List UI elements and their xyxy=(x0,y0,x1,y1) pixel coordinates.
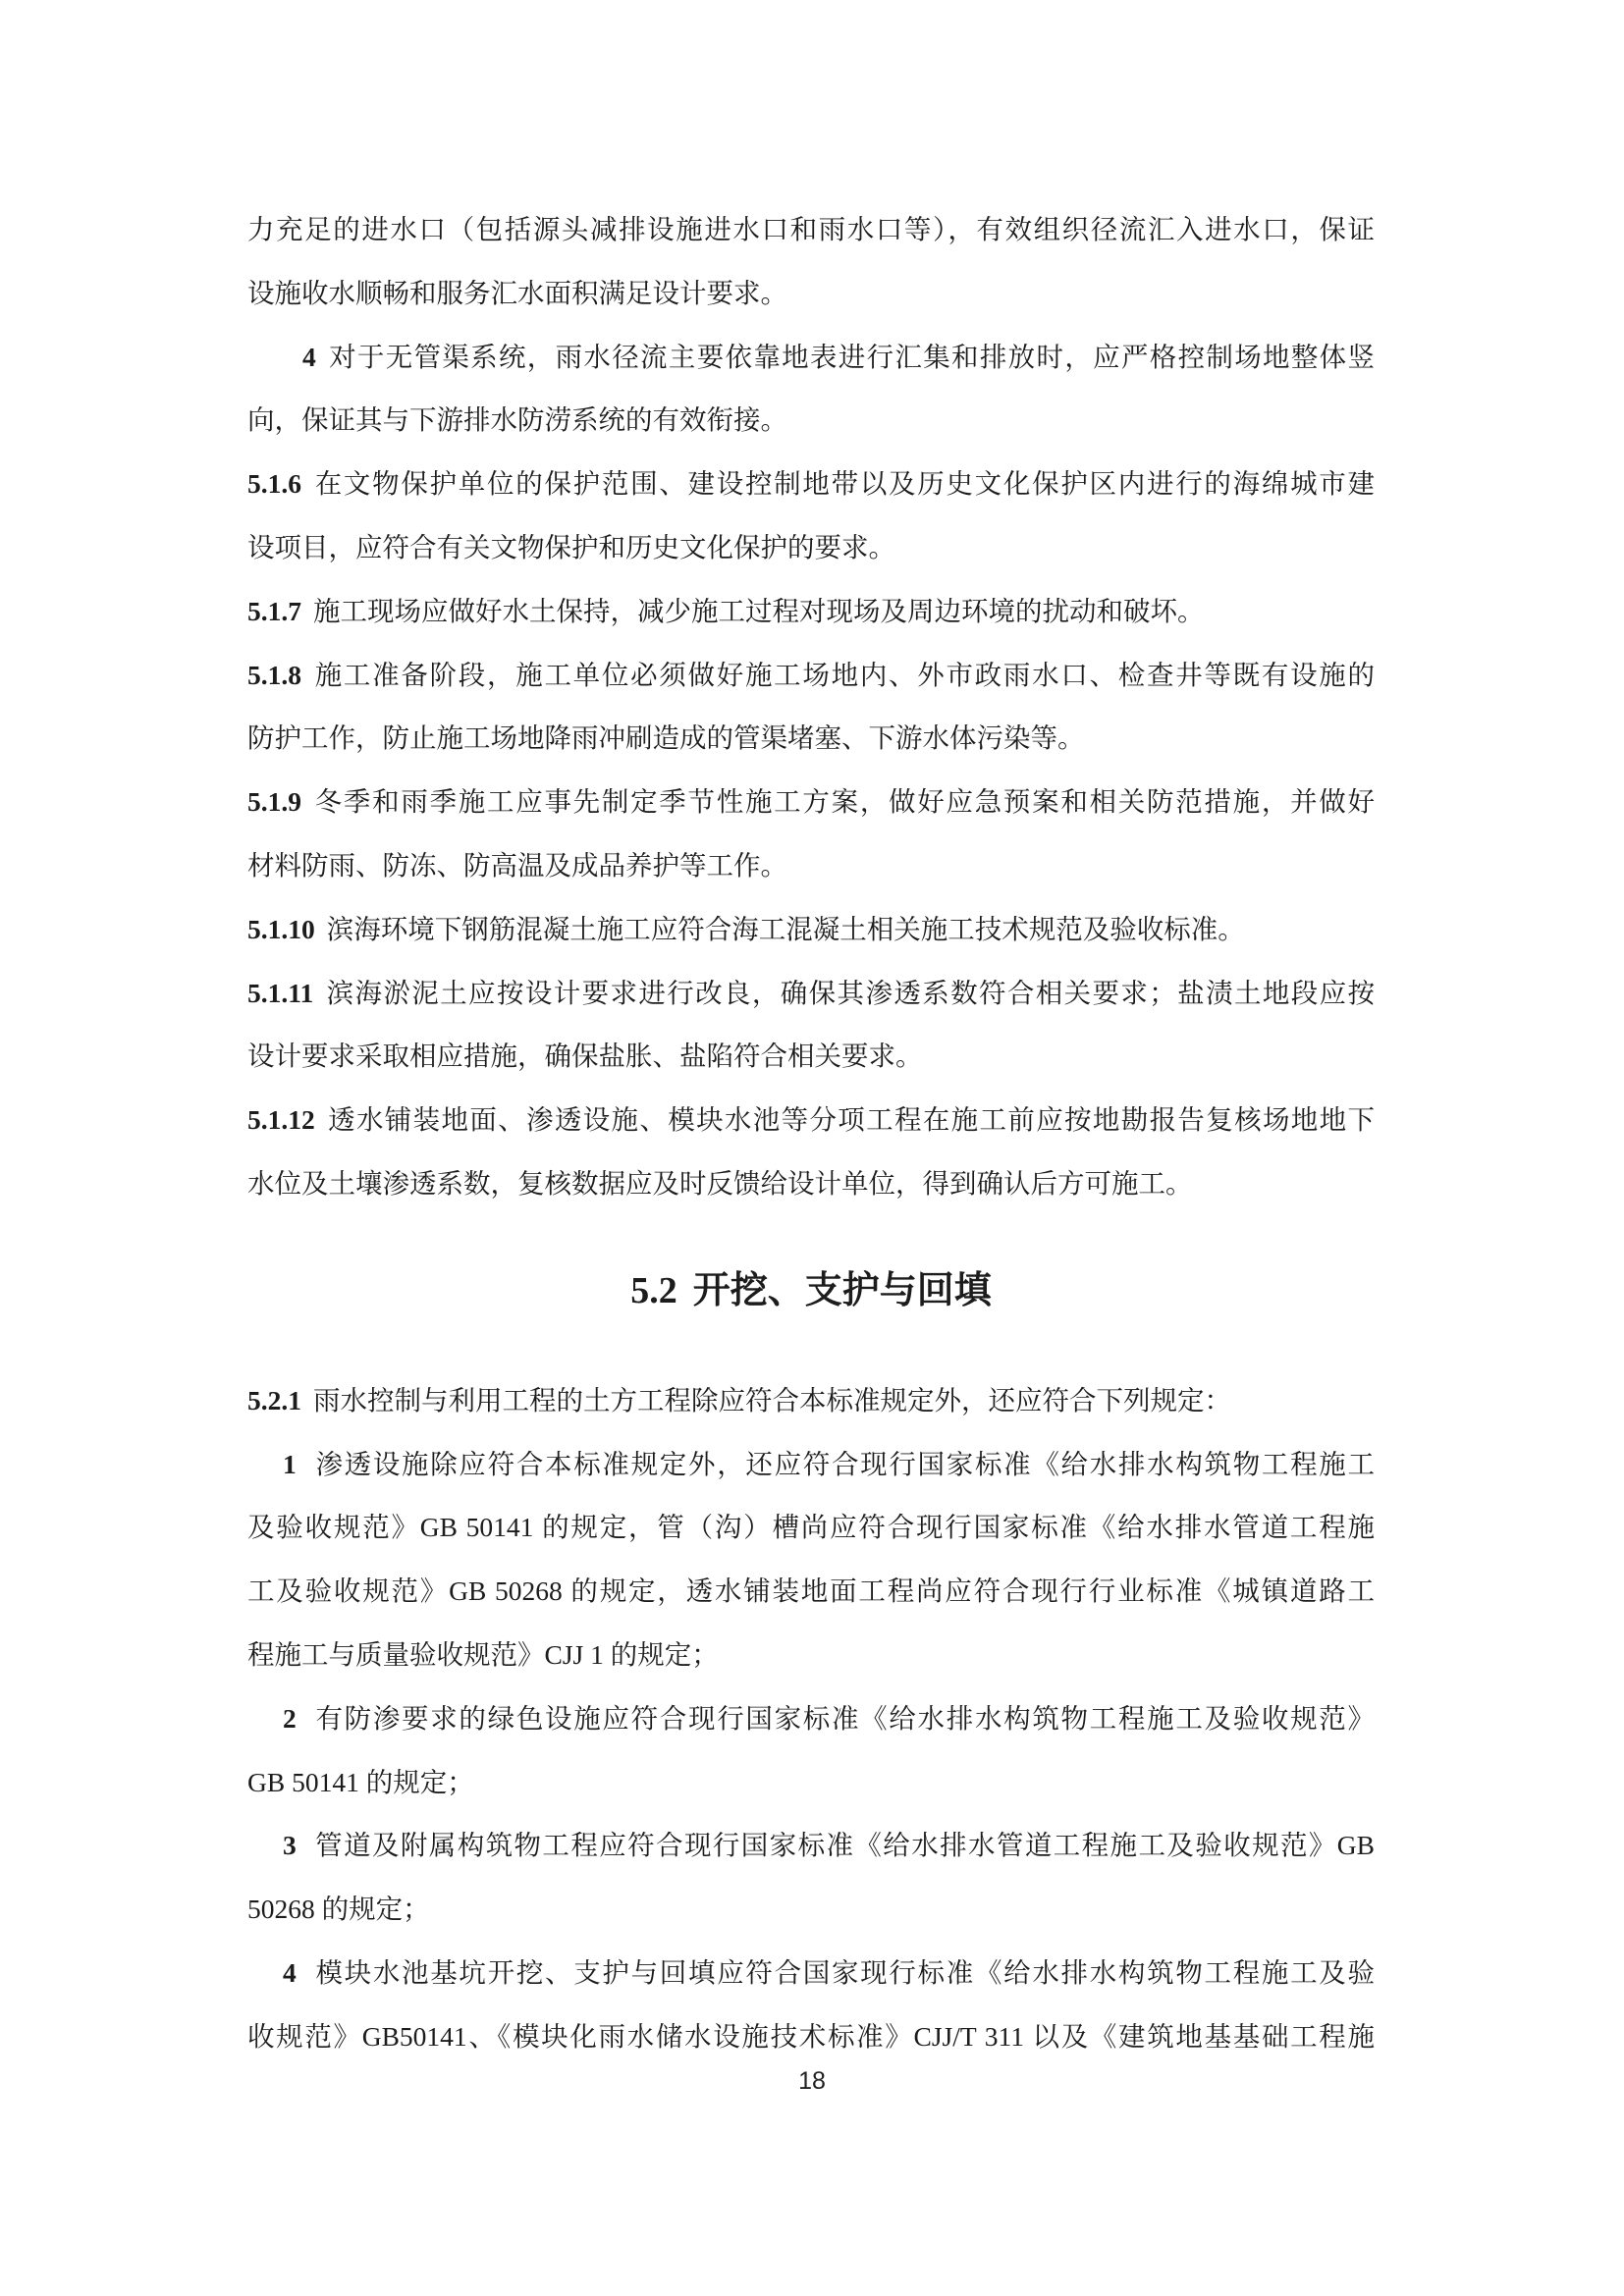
line-text: 滨海环境下钢筋混凝土施工应符合海工混凝土相关施工技术规范及验收标准。 xyxy=(326,913,1245,944)
text-line xyxy=(247,962,1375,1026)
line-text: 收规范》GB50141、《模块化雨水储水设施技术标准》CJJ/T 311 以及《建筑地基基础工程施 xyxy=(247,2020,1375,2052)
text-line xyxy=(247,198,1375,262)
line-text: 设项目，应符合有关文物保护和历史文化保护的要求。 xyxy=(247,531,895,562)
section-heading-number: 5.2 xyxy=(630,1269,677,1311)
clause-number: 5.1.9 xyxy=(247,786,301,818)
line-text: 向，保证其与下游排水防涝系统的有效衔接。 xyxy=(247,404,787,436)
text-line xyxy=(247,1369,1375,1433)
line-text: 材料防雨、防冻、防高温及成品养护等工作。 xyxy=(247,849,787,881)
text-line xyxy=(247,1751,1375,1815)
line-text: 透水铺装地面、渗透设施、模块水池等分项工程在施工前应按地勘报告复核场地地下 xyxy=(326,1104,1375,1136)
text-line xyxy=(247,389,1375,453)
clause-number: 5.2.1 xyxy=(247,1384,301,1415)
item-number: 4 xyxy=(302,341,316,372)
clause-number: 5.1.6 xyxy=(247,468,301,500)
line-text: 雨水控制与利用工程的土方工程除应符合本标准规定外，还应符合下列规定： xyxy=(313,1384,1231,1415)
line-text: 工及验收规范》GB 50268 的规定，透水铺装地面工程尚应符合现行行业标准《城镇道路工 xyxy=(247,1575,1375,1607)
line-text: 程施工与质量验收规范》CJJ 1 的规定； xyxy=(247,1638,719,1670)
section-heading xyxy=(247,1256,1375,1325)
clause-number: 5.1.7 xyxy=(247,595,301,626)
line-text: 滨海淤泥土应按设计要求进行改良，确保其渗透系数符合相关要求；盐渍土地段应按 xyxy=(325,977,1375,1008)
section-5-2-block xyxy=(247,1369,1375,2069)
text-line xyxy=(247,1878,1375,1942)
line-text: 水位及土壤渗透系数，复核数据应及时反馈给设计单位，得到确认后方可施工。 xyxy=(247,1167,1193,1199)
line-text: 设计要求采取相应措施，确保盐胀、盐陷符合相关要求。 xyxy=(247,1041,923,1072)
line-text: 防护工作，防止施工场地降雨冲刷造成的管渠堵塞、下游水体污染等。 xyxy=(247,722,1085,754)
text-line xyxy=(247,1814,1375,1878)
text-line xyxy=(247,1089,1375,1152)
text-line xyxy=(247,1624,1375,1687)
clause-number: 5.1.10 xyxy=(247,913,315,944)
line-text: 管道及附属构筑物工程应符合现行国家标准《给水排水管道工程施工及验收规范》GB xyxy=(313,1830,1375,1861)
text-line xyxy=(247,1942,1375,2005)
text-line xyxy=(247,580,1375,644)
clause-number: 5.1.12 xyxy=(247,1104,315,1136)
clause-number: 5.1.11 xyxy=(247,977,314,1008)
line-text: 施工现场应做好水土保持，减少施工过程对现场及周边环境的扰动和破坏。 xyxy=(313,595,1205,626)
line-text: 施工准备阶段，施工单位必须做好施工场地内、外市政雨水口、检查井等既有设施的 xyxy=(313,659,1375,690)
text-line xyxy=(247,326,1375,390)
text-line xyxy=(247,1496,1375,1560)
line-text: 及验收规范》GB 50141 的规定，管（沟）槽尚应符合现行国家标准《给水排水管道工程施 xyxy=(247,1512,1375,1543)
line-text: 有防渗要求的绿色设施应符合现行国家标准《给水排水构筑物工程施工及验收规范》 xyxy=(313,1702,1375,1734)
item-number: 4 xyxy=(283,1956,297,1988)
text-line xyxy=(247,2005,1375,2069)
page-body-text xyxy=(247,198,1375,2069)
section-5-1-block xyxy=(247,198,1375,1216)
text-line xyxy=(247,1433,1375,1497)
text-line xyxy=(247,453,1375,516)
item-number: 3 xyxy=(283,1830,297,1861)
text-line xyxy=(247,1560,1375,1624)
line-text: 50268 的规定； xyxy=(247,1894,430,1925)
line-text: 模块水池基坑开挖、支护与回填应符合国家现行标准《给水排水构筑物工程施工及验 xyxy=(313,1956,1375,1988)
text-line xyxy=(247,707,1375,771)
page-number: 18 xyxy=(798,2067,826,2095)
text-line xyxy=(247,771,1375,834)
text-line xyxy=(247,262,1375,326)
item-number: 2 xyxy=(283,1702,297,1734)
text-line xyxy=(247,1025,1375,1089)
text-line xyxy=(247,516,1375,580)
text-line xyxy=(247,1152,1375,1216)
line-text: GB 50141 的规定； xyxy=(247,1766,474,1797)
line-text: 力充足的进水口（包括源头减排设施进水口和雨水口等），有效组织径流汇入进水口，保证 xyxy=(247,214,1375,244)
text-line xyxy=(247,1687,1375,1751)
text-line xyxy=(247,644,1375,708)
clause-number: 5.1.8 xyxy=(247,659,301,690)
item-number: 1 xyxy=(283,1448,297,1479)
line-text: 设施收水顺畅和服务汇水面积满足设计要求。 xyxy=(247,277,787,308)
line-text: 冬季和雨季施工应事先制定季节性施工方案，做好应急预案和相关防范措施，并做好 xyxy=(313,786,1375,818)
text-line xyxy=(247,898,1375,962)
line-text: 对于无管渠系统，雨水径流主要依靠地表进行汇集和排放时，应严格控制场地整体竖 xyxy=(327,341,1375,372)
section-heading-title: 开挖、支护与回填 xyxy=(692,1269,992,1311)
line-text: 在文物保护单位的保护范围、建设控制地带以及历史文化保护区内进行的海绵城市建 xyxy=(313,468,1375,500)
line-text: 渗透设施除应符合本标准规定外，还应符合现行国家标准《给水排水构筑物工程施工 xyxy=(313,1448,1375,1479)
text-line xyxy=(247,834,1375,898)
